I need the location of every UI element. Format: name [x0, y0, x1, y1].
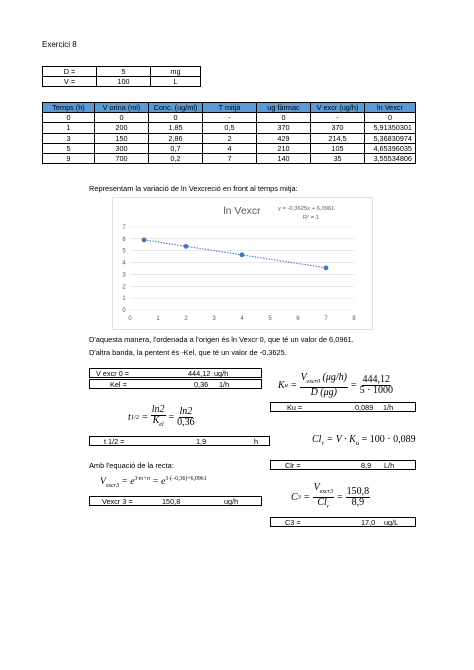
x-tick-label: 1 — [156, 316, 160, 322]
vexcr3-formula — [100, 476, 207, 489]
c3-eq-num: 150,8 — [346, 486, 370, 497]
vexcr3-unit: ug/h — [224, 497, 239, 506]
column-header: ln Vexcr — [365, 103, 416, 113]
y-tick-label: 7 — [122, 225, 126, 231]
clr-sub: r — [321, 440, 324, 447]
table-cell: 0 — [95, 113, 149, 123]
column-header: T mitjà — [203, 103, 257, 113]
c3-value: 17,0 — [361, 518, 376, 527]
ku-num-unit: (μg/h) — [320, 372, 347, 383]
table-cell: 0,5 — [203, 123, 257, 133]
vexcr3-rhs: = e — [119, 477, 135, 488]
param-row — [43, 67, 201, 77]
vexcr0-unit: ug/h — [214, 369, 229, 378]
data-point — [240, 252, 245, 257]
vexcr3-exp: 3·m+n — [134, 476, 150, 482]
c3-label: C3 = — [285, 518, 301, 527]
ku-eq-num: 444,12 — [362, 374, 391, 385]
t12-den-sub: el — [159, 422, 164, 428]
c3-eq-den: 8,9 — [351, 497, 365, 508]
t12-den2: 0,36 — [177, 417, 195, 428]
table-cell: 0,7 — [149, 143, 203, 153]
paragraph-intercept: D'aquesta manera, l'ordenada a l'origen és ln Vexcr 0, que té un valor de 6,0961. — [89, 335, 354, 344]
param-value: 100 — [97, 77, 151, 87]
recta-text: Amb l'equació de la recta: — [89, 461, 174, 470]
ln-vexcr-chart — [112, 197, 373, 330]
paragraph-slope: D'altra banda, la pentent és -Kel, que té un valor de -0,3625. — [89, 348, 287, 357]
param-unit: mg — [151, 67, 201, 77]
table-cell: 1,85 — [149, 123, 203, 133]
table-cell: 429 — [257, 133, 311, 143]
clr-rest: = V · K — [323, 434, 356, 445]
represent-text: Representam la variació de ln Vexcreció en front al temps mitja: — [89, 184, 298, 193]
vexcr3-value: 150,8 — [162, 497, 181, 506]
params-table — [42, 66, 201, 87]
x-tick-label: 3 — [212, 316, 216, 322]
table-header-row — [43, 103, 416, 113]
table-cell: - — [311, 113, 365, 123]
table-cell: - — [203, 113, 257, 123]
x-tick-label: 4 — [240, 316, 244, 322]
clr-box — [270, 460, 416, 470]
t12-num2: ln2 — [179, 406, 193, 417]
c3-value-fraction — [346, 487, 371, 508]
kel-label: Kel = — [110, 380, 127, 389]
table-cell: 0 — [257, 113, 311, 123]
param-value: 5 — [97, 67, 151, 77]
y-tick-label: 2 — [122, 284, 126, 291]
c3-lhs-sub: 3 — [297, 494, 301, 501]
kel-unit: 1/h — [219, 380, 230, 389]
table-cell: 35 — [311, 153, 365, 163]
x-tick-label: 8 — [352, 316, 356, 322]
x-tick-label: 2 — [184, 316, 188, 322]
t12-num: ln2 — [151, 404, 165, 415]
data-point — [184, 244, 189, 249]
table-row — [43, 133, 416, 143]
c3-den: Cl — [317, 497, 327, 508]
table-cell: 700 — [95, 153, 149, 163]
ku-den: D (μg) — [310, 387, 337, 398]
chart-title: ln Vexcr — [223, 205, 261, 217]
vexcr3-exp2: 3·(−0,36)+6,0961 — [165, 476, 207, 482]
table-cell: 7 — [203, 153, 257, 163]
param-name: D = — [43, 67, 97, 77]
vexcr0-value: 444,12 — [188, 369, 211, 378]
y-tick-label: 6 — [122, 236, 126, 243]
kel-box — [89, 379, 262, 389]
ku-unit: 1/h — [383, 403, 394, 412]
ku-formula: K u = $\frac{V_{excr0} (\mu g/h)}{D (\mu g)}$ = $\frac{444,12}{5 \cdot 1000}$ — [278, 372, 393, 398]
table-cell: 214,5 — [311, 133, 365, 143]
table-cell: 0 — [149, 113, 203, 123]
table-cell: 150 — [95, 133, 149, 143]
t12-value: 1,9 — [196, 437, 207, 446]
table-cell: 300 — [95, 143, 149, 153]
data-point — [142, 237, 147, 242]
ku-fraction — [300, 373, 348, 398]
c3-formula: C 3 = $\frac{V_{excr3}}{Cl_r}$ = $\frac{150,8}{8,9}$ — [291, 482, 370, 510]
table-cell: 140 — [257, 153, 311, 163]
ku-num-sub: excr0 — [306, 379, 320, 385]
table-cell: 370 — [257, 123, 311, 133]
x-tick-label: 7 — [324, 316, 328, 322]
vexcr0-label: V excr 0 = — [96, 369, 130, 378]
column-header: ug fàrmac — [257, 103, 311, 113]
ku-lhs-sub: u — [284, 382, 288, 389]
table-cell: 2 — [203, 133, 257, 143]
x-tick-label: 0 — [128, 316, 132, 322]
table-cell: 3,55534806 — [365, 153, 416, 163]
t12-lhs: t — [128, 412, 131, 423]
ku-box — [270, 402, 416, 412]
vexcr0-box — [89, 368, 262, 378]
t12-fraction — [151, 405, 166, 430]
table-cell: 0 — [43, 113, 95, 123]
table-cell: 4 — [203, 143, 257, 153]
t12-formula: t 1/2 = $\frac{\ln 2}{K_{el}}$ = $\frac{\ln 2}{0,36}$ — [128, 404, 195, 428]
table-cell: 5 — [43, 143, 95, 153]
data-table — [42, 102, 416, 164]
table-cell: 5,91350301 — [365, 123, 416, 133]
table-cell: 0,2 — [149, 153, 203, 163]
c3-box — [270, 517, 416, 527]
y-tick-label: 0 — [122, 308, 126, 314]
t12-value-fraction — [177, 407, 195, 428]
param-unit: L — [151, 77, 201, 87]
t12-box — [89, 436, 270, 446]
t12-lhs-sub: 1/2 — [130, 414, 140, 421]
table-row — [43, 113, 416, 123]
param-row — [43, 77, 201, 87]
clr-rest-sub: u — [355, 440, 360, 447]
vexcr3-sub: excr3 — [105, 483, 120, 490]
table-cell: 4,65396035 — [365, 143, 416, 153]
table-row — [43, 143, 416, 153]
trendline-r2: R² = 1 — [303, 215, 319, 221]
t12-den: K — [152, 415, 160, 426]
c3-num-sub: excr3 — [319, 489, 333, 495]
table-cell: 1 — [43, 123, 95, 133]
kel-value: 0,36 — [194, 380, 209, 389]
ku-lhs: K — [278, 380, 285, 391]
ku-value-fraction — [360, 375, 393, 396]
c3-unit: ug/L — [384, 518, 399, 527]
vexcr3-lhs: V — [100, 477, 106, 488]
y-tick-label: 1 — [122, 296, 126, 303]
c3-num: V — [313, 482, 320, 493]
clr-unit: L/h — [384, 461, 395, 470]
y-tick-label: 3 — [122, 272, 126, 279]
trendline-equation: y = -0,3625x + 6,0961 — [278, 206, 335, 212]
table-cell: 9 — [43, 153, 95, 163]
table-row — [43, 123, 416, 133]
clr-text: Cl — [312, 434, 322, 445]
x-tick-label: 6 — [296, 316, 300, 322]
table-cell: 370 — [311, 123, 365, 133]
column-header: V excr (ug/h) — [311, 103, 365, 113]
c3-den-sub: r — [326, 504, 330, 510]
vexcr3-box — [89, 496, 262, 506]
clr-formula — [312, 434, 416, 447]
t12-label: t 1/2 = — [104, 437, 125, 446]
y-tick-label: 4 — [122, 260, 126, 267]
c3-lhs: C — [291, 492, 298, 503]
ku-num: V — [300, 372, 307, 383]
clr-value: 8,9 — [361, 461, 372, 470]
clr-label: Clr = — [285, 461, 301, 470]
table-cell: 0 — [365, 113, 416, 123]
x-tick-label: 5 — [268, 316, 272, 322]
param-name: V = — [43, 77, 97, 87]
ku-value: 0,089 — [355, 403, 374, 412]
table-cell: 105 — [311, 143, 365, 153]
table-cell: 5,36830974 — [365, 133, 416, 143]
ku-eq-den: 5 · 1000 — [359, 385, 393, 396]
table-cell: 200 — [95, 123, 149, 133]
clr-end: = 100 · 0,089 — [359, 434, 416, 445]
data-point — [324, 265, 329, 270]
table-cell: 2,86 — [149, 133, 203, 143]
column-header: Temps (h) — [43, 103, 95, 113]
y-tick-label: 5 — [122, 248, 126, 255]
c3-fraction — [313, 483, 334, 512]
table-cell: 210 — [257, 143, 311, 153]
column-header: Conc. (ug/ml) — [149, 103, 203, 113]
column-header: V orina (ml) — [95, 103, 149, 113]
vexcr3-label: Vexcr 3 = — [102, 497, 133, 506]
ku-label: Ku = — [287, 403, 303, 412]
t12-unit: h — [254, 437, 259, 446]
table-row — [43, 153, 416, 163]
table-cell: 3 — [43, 133, 95, 143]
page-title: Exercici 8 — [42, 40, 77, 49]
vexcr3-rhs2: = e — [149, 477, 166, 488]
